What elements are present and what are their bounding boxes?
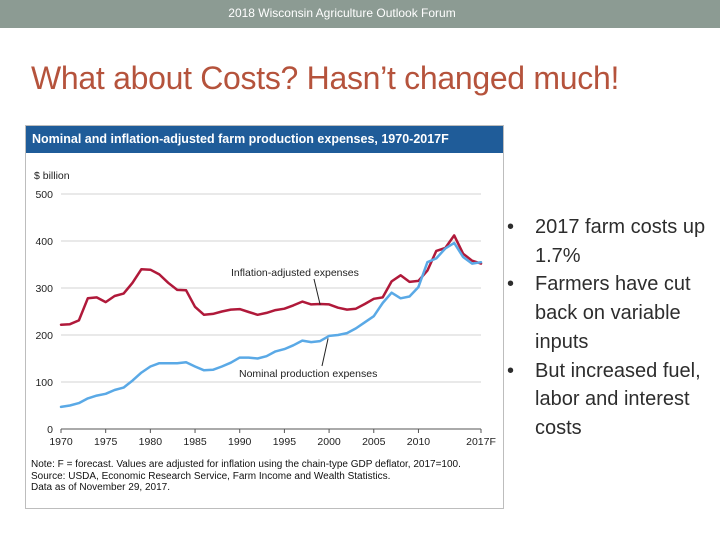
bullet-dot: • — [507, 216, 515, 238]
annotation-label-inflation-adjusted: Inflation-adjusted expenses — [231, 267, 359, 279]
slide-title: What about Costs? Hasn’t changed much! — [31, 60, 620, 96]
chart-notes — [31, 459, 501, 494]
y-tick-label: 500 — [35, 189, 53, 201]
bullet-text: Farmers have cut back on variable inputs — [535, 273, 691, 353]
x-tick-label: 2000 — [317, 436, 341, 448]
line-chart — [26, 126, 503, 456]
x-tick-label: 2017F — [466, 436, 496, 448]
x-tick-label: 1980 — [138, 436, 163, 448]
series-line-inflation-adjusted — [61, 235, 481, 324]
bullet-text: 2017 farm costs up 1.7% — [535, 216, 706, 267]
bullet-dot: • — [507, 359, 515, 382]
bullet-dot: • — [507, 273, 515, 296]
x-tick-label: 1985 — [183, 436, 207, 448]
x-tick-label: 2010 — [406, 436, 431, 448]
bullet-text: But increased fuel, labor and interest costs — [535, 359, 701, 439]
x-tick-label: 1975 — [94, 436, 118, 448]
bullet-item — [505, 213, 715, 270]
header-bar — [0, 0, 720, 28]
chart-note-source: Source: USDA, Economic Research Service, Farm Income and Wealth Statistics. — [31, 470, 391, 482]
annotation-label-nominal: Nominal production expenses — [239, 368, 378, 380]
bullet-list — [505, 213, 715, 443]
header-title: 2018 Wisconsin Agriculture Outlook Forum — [228, 6, 456, 20]
y-tick-label: 300 — [35, 283, 53, 295]
chart-note-forecast: Note: F = forecast. Values are adjusted for inflation using the chain-type GDP deflator, 2017=100. — [31, 459, 461, 470]
y-tick-label: 100 — [35, 377, 53, 389]
x-tick-label: 2005 — [362, 436, 386, 448]
bullet-item — [505, 270, 715, 356]
bullet-item — [505, 357, 715, 443]
x-tick-label: 1995 — [272, 436, 297, 448]
y-tick-label: 200 — [35, 330, 53, 342]
annotation-leader-nominal — [322, 338, 328, 366]
x-tick-label: 1970 — [49, 436, 73, 448]
chart-note-date: Data as of November 29, 2017. — [31, 482, 170, 493]
x-tick-label: 1990 — [228, 436, 252, 448]
y-tick-label: 0 — [47, 424, 53, 436]
chart-panel — [25, 125, 504, 509]
y-tick-label: 400 — [35, 236, 53, 248]
chart-title: Nominal and inflation-adjusted farm production expenses, 1970-2017F — [26, 126, 503, 153]
y-axis-label: $ billion — [34, 170, 70, 182]
annotation-leader-inflation-adjusted — [314, 279, 320, 305]
